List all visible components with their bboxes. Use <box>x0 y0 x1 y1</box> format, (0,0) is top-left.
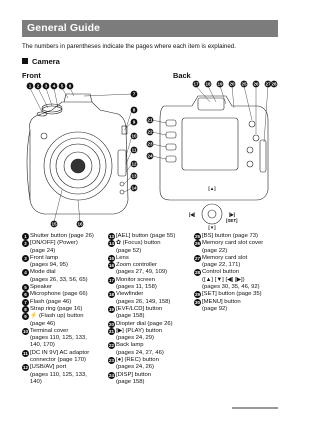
callout-number-badge: 16 <box>108 263 114 269</box>
legend-item <box>194 291 282 298</box>
legend-item <box>194 269 282 291</box>
legend-item <box>108 342 192 357</box>
legend-item <box>22 284 106 291</box>
section-header <box>22 20 278 37</box>
callout-number-badge: 1 <box>22 233 29 240</box>
legend-item-text: [SET] button (page 35) <box>202 291 262 298</box>
callout-number-badge: 25 <box>194 234 200 239</box>
svg-text:19: 19 <box>217 81 223 87</box>
legend-item <box>108 291 192 306</box>
legend-item <box>108 240 192 255</box>
callout-number-badge: 30 <box>194 299 200 305</box>
callout-number-badge: 10 <box>22 328 28 334</box>
legend-item <box>22 269 106 284</box>
legend-item <box>108 357 192 372</box>
svg-text:28: 28 <box>271 81 277 87</box>
legend-column-3 <box>194 233 282 313</box>
legend-item-text: Shutter button (page 26) <box>30 233 94 239</box>
svg-text:11: 11 <box>131 147 137 153</box>
legend-item-text: Memory card slot (page 22, 171) <box>202 254 248 269</box>
intro-text: The numbers in parentheses indicate the pages where each item is explained. <box>22 43 236 50</box>
legend-item-text: [DC IN 9V] AC adaptor connector (page 170) <box>30 349 90 364</box>
legend-item <box>108 328 192 343</box>
legend-item <box>108 372 192 387</box>
callout-number-badge: 12 <box>22 365 28 371</box>
callout-number-badge: 15 <box>108 255 114 261</box>
back-label: Back <box>173 71 191 80</box>
svg-text:12: 12 <box>131 161 137 167</box>
legend-item-text: [DISP] button (page 158) <box>116 371 152 385</box>
legend-item-text: Diopter dial (page 26) <box>116 320 173 327</box>
svg-text:20: 20 <box>229 81 235 87</box>
svg-text:15: 15 <box>51 221 57 227</box>
legend-item-text: [●] (REC) button (pages 24, 26) <box>116 357 159 371</box>
callout-number-badge: 17 <box>108 277 114 283</box>
legend-item-text: [EVF/LCD] button (page 158) <box>116 305 163 320</box>
svg-text:1: 1 <box>28 83 32 89</box>
svg-text:2: 2 <box>36 83 40 89</box>
back-camera-drawing <box>146 80 278 230</box>
callout-number-badge: 29 <box>194 292 200 298</box>
callout-number-badge: 3 <box>22 255 29 262</box>
svg-text:7: 7 <box>132 91 136 97</box>
front-label: Front <box>22 71 41 80</box>
legend-item <box>22 299 106 306</box>
legend-item-text: Viewfinder (pages 26, 149, 158) <box>116 291 171 305</box>
callout-number-badge: 13 <box>108 234 114 239</box>
control-up-label: [▲] <box>208 186 216 191</box>
svg-text:18: 18 <box>205 81 211 87</box>
callout-number-badge: 18 <box>108 292 114 298</box>
legend-item-text: Zoom controller (pages 27, 49, 109) <box>116 262 168 276</box>
svg-text:26: 26 <box>253 81 259 87</box>
callout-number-badge: 28 <box>194 270 200 276</box>
callout-number-badge: 8 <box>22 306 29 313</box>
legend-item <box>108 306 192 321</box>
legend-item <box>194 233 282 240</box>
legend-item <box>22 328 106 350</box>
callout-number-badge: 20 <box>108 321 114 327</box>
front-camera-drawing <box>22 80 140 230</box>
callout-number-badge: 21 <box>108 328 114 334</box>
legend-item-text: [AEL] button (page 55) <box>116 233 176 239</box>
legend-item <box>22 291 106 298</box>
svg-text:16: 16 <box>77 221 83 227</box>
legend-item-text: Back lamp (pages 24, 27, 46) <box>116 342 164 356</box>
svg-text:27: 27 <box>265 81 271 87</box>
legend-item-text: Mode dial (pages 26, 33, 56, 65) <box>30 269 88 283</box>
legend-item <box>108 262 192 277</box>
svg-text:22: 22 <box>147 129 153 135</box>
svg-text:25: 25 <box>241 81 247 87</box>
legend-item <box>194 255 282 270</box>
legend-item <box>22 313 106 328</box>
legend-item-text: Monitor screen (pages 11, 158) <box>116 276 157 291</box>
svg-text:9: 9 <box>132 119 136 125</box>
front-callouts <box>27 83 138 228</box>
legend-item-text: [BS] button (page 73) <box>202 233 258 239</box>
callout-number-badge: 9 <box>22 313 29 320</box>
legend-item-text: [USB/AV] port (pages 110, 125, 133, 140) <box>30 364 87 385</box>
legend-item-text: Front lamp (pages 94, 95) <box>30 254 68 269</box>
svg-text:24: 24 <box>147 153 153 159</box>
control-left-label: [◀] <box>188 212 196 217</box>
legend-column-1 <box>22 233 106 386</box>
legend-item <box>194 299 282 314</box>
callout-number-badge: 14 <box>108 241 114 247</box>
legend-item-text: Flash (page 46) <box>30 298 72 305</box>
svg-text:5: 5 <box>60 83 64 89</box>
legend-item <box>108 255 192 262</box>
callout-number-badge: 4 <box>22 269 29 276</box>
legend-column-2 <box>108 233 192 386</box>
svg-text:4: 4 <box>52 83 56 89</box>
legend-item <box>22 233 106 240</box>
callout-number-badge: 2 <box>22 240 29 247</box>
legend-item-text: Microphone (page 66) <box>30 291 88 298</box>
callout-number-badge: 26 <box>194 241 200 247</box>
back-camera-figure <box>146 80 278 230</box>
legend-item-text: [ON/OFF] (Power) (page 24) <box>30 240 78 254</box>
callout-number-badge: 27 <box>194 255 200 261</box>
legend-item <box>22 255 106 270</box>
callout-number-badge: 6 <box>22 291 29 298</box>
square-bullet-icon <box>22 58 28 64</box>
legend-item-text: Control button ([▲] [▼] [◀] [▶]) (pages 30, 35, 46, 92) <box>202 269 260 291</box>
subsection-title-label: Camera <box>32 57 60 66</box>
legend-item <box>22 350 106 365</box>
callout-number-badge: 23 <box>108 358 114 364</box>
legend-item <box>108 321 192 328</box>
control-down-label: [▼] <box>208 225 216 230</box>
legend-item-text: Memory card slot cover (page 22) <box>202 240 264 254</box>
callout-number-badge: 11 <box>23 350 28 356</box>
legend-item-text: Speaker <box>30 284 52 291</box>
legend-item-text: Lens <box>116 254 129 261</box>
legend-item-text: [MENU] button (page 92) <box>202 298 241 312</box>
legend-item <box>194 240 282 255</box>
legend-item-text: ✿ (Focus) button (page 52) <box>116 240 161 254</box>
svg-text:17: 17 <box>193 81 199 87</box>
control-pad-diagram <box>202 204 222 224</box>
svg-text:3: 3 <box>44 83 48 89</box>
control-set-label: [SET] <box>226 218 238 223</box>
legend-item <box>22 364 106 386</box>
callout-number-badge: 24 <box>108 372 114 378</box>
svg-text:10: 10 <box>131 133 137 139</box>
legend-item-text: Terminal cover (pages 110, 125, 133, 140, 170) <box>30 327 87 349</box>
legend-item-text: ⚡ (Flash up) button (page 46) <box>30 313 84 327</box>
legend-item-text: [▶] (PLAY) button (pages 24, 29) <box>116 327 163 342</box>
svg-text:8: 8 <box>132 107 136 113</box>
control-right-label: [▶] <box>228 212 236 217</box>
subsection-title <box>22 57 60 66</box>
svg-text:14: 14 <box>131 185 137 191</box>
callout-number-badge: 22 <box>108 343 114 349</box>
legend-item-text: Strap ring (page 16) <box>30 305 83 312</box>
section-header-title: General Guide <box>27 22 101 34</box>
svg-text:13: 13 <box>131 173 137 179</box>
svg-text:21: 21 <box>147 117 153 123</box>
footer-rule <box>232 407 278 409</box>
svg-text:6: 6 <box>68 83 72 89</box>
callout-number-badge: 19 <box>108 306 114 312</box>
svg-text:23: 23 <box>147 141 153 147</box>
legend-item <box>22 240 106 255</box>
front-camera-figure <box>22 80 140 230</box>
callout-number-badge: 7 <box>22 299 29 306</box>
legend-item <box>108 277 192 292</box>
callout-number-badge: 5 <box>22 284 29 291</box>
